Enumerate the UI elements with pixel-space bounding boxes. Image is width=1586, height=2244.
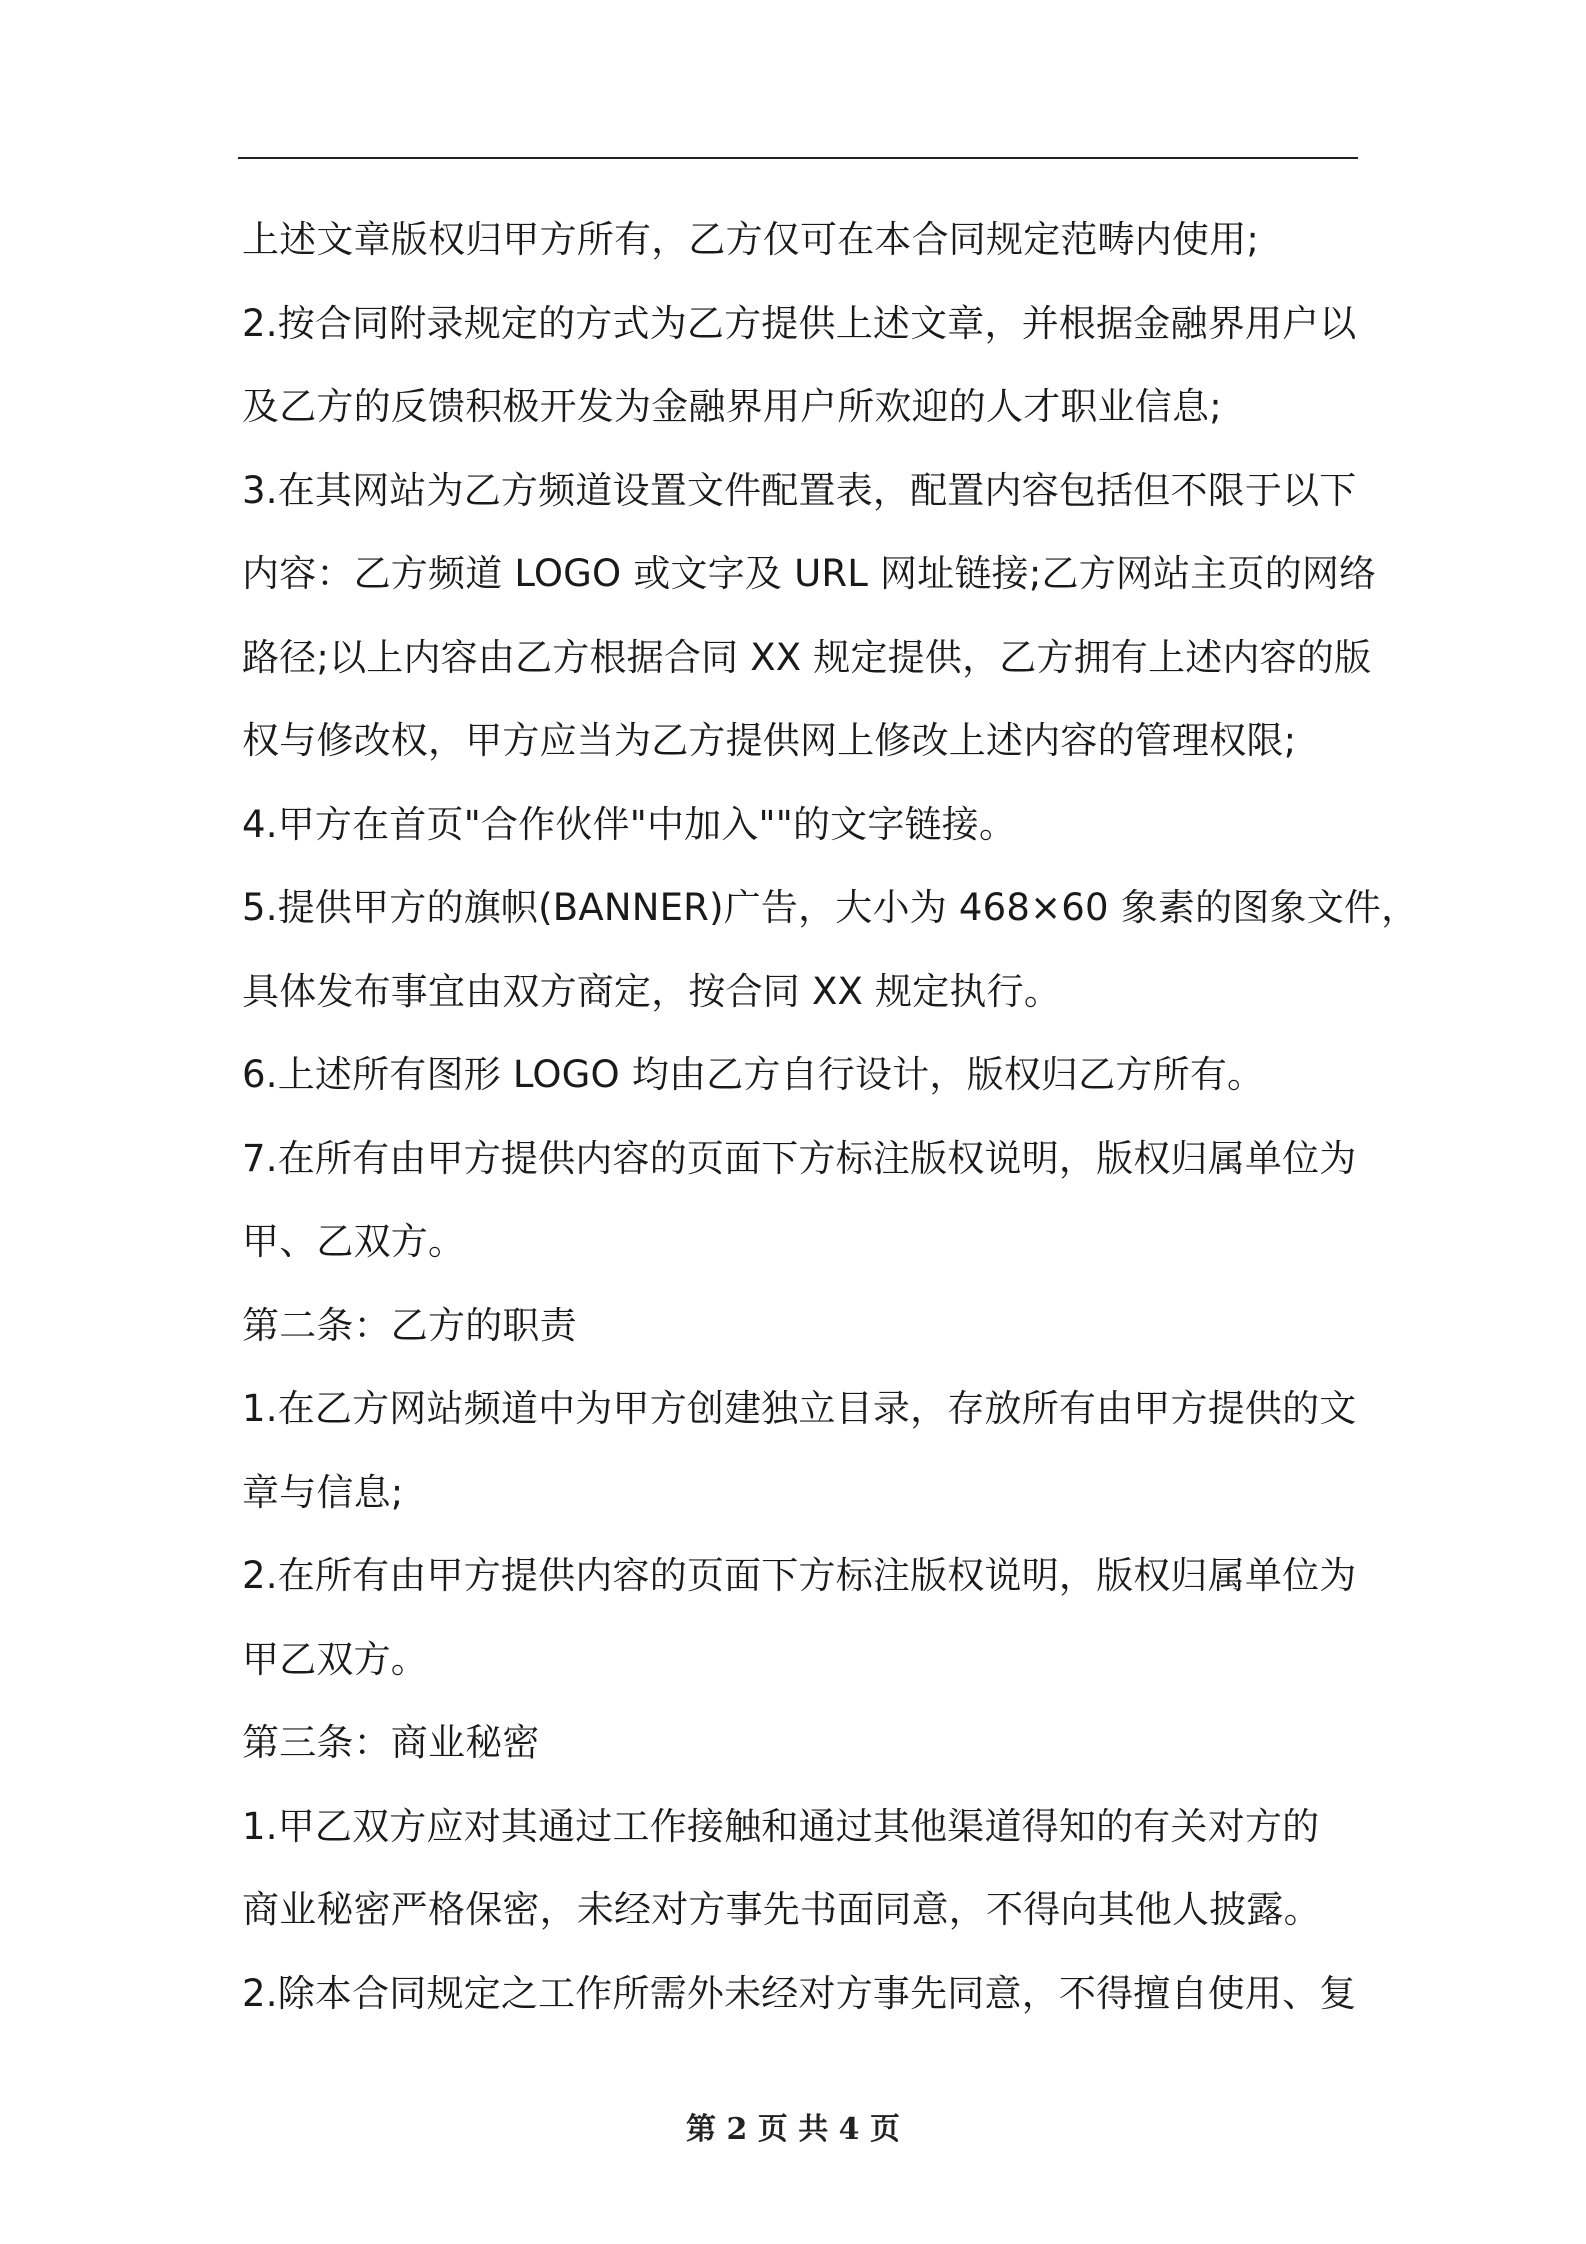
text-line: 2.在所有由甲方提供内容的页面下方标注版权说明，版权归属单位为 [242,1554,1357,1597]
text-line: 上述文章版权归甲方所有，乙方仅可在本合同规定范畴内使用; [242,218,1260,261]
document-body [242,198,1419,2035]
text-line: 甲乙双方。 [242,1637,428,1681]
text-line: 6.上述所有图形 LOGO 均由乙方自行设计，版权归乙方所有。 [242,1053,1265,1096]
text-line: 4.甲方在首页"合作伙伴"中加入""的文字链接。 [242,802,1017,846]
text-line: 章与信息; [242,1470,404,1514]
text-line: 1.在乙方网站频道中为甲方创建独立目录，存放所有由甲方提供的文 [242,1387,1357,1430]
section-heading: 第二条：乙方的职责 [242,1303,577,1347]
text-line: 5.提供甲方的旗帜(BANNER)广告，大小为 468×60 象素的图象文件， [242,886,1419,929]
text-line: 具体发布事宜由双方商定，按合同 XX 规定执行。 [242,969,1062,1013]
text-line: 及乙方的反馈积极开发为金融界用户所欢迎的人才职业信息; [242,385,1222,428]
text-line: 权与修改权，甲方应当为乙方提供网上修改上述内容的管理权限; [242,719,1297,762]
text-line: 7.在所有由甲方提供内容的页面下方标注版权说明，版权归属单位为 [242,1136,1357,1180]
header-rule [238,157,1358,159]
text-line: 1.甲乙双方应对其通过工作接触和通过其他渠道得知的有关对方的 [242,1804,1320,1848]
text-line: 3.在其网站为乙方频道设置文件配置表，配置内容包括但不限于以下 [242,468,1357,512]
text-line: 内容：乙方频道 LOGO 或文字及 URL 网址链接;乙方网站主页的网络 [242,552,1377,595]
text-line: 2.按合同附录规定的方式为乙方提供上述文章，并根据金融界用户以 [242,301,1357,345]
text-line: 2.除本合同规定之工作所需外未经对方事先同意，不得擅自使用、复 [242,1971,1357,2015]
page-number-footer: 第 2 页 共 4 页 [686,2112,900,2147]
text-line: 路径;以上内容由乙方根据合同 XX 规定提供，乙方拥有上述内容的版 [242,635,1372,679]
text-line: 甲、乙双方。 [242,1220,466,1263]
section-heading: 第三条：商业秘密 [242,1721,540,1764]
text-line: 商业秘密严格保密，未经对方事先书面同意，不得向其他人披露。 [242,1888,1321,1931]
